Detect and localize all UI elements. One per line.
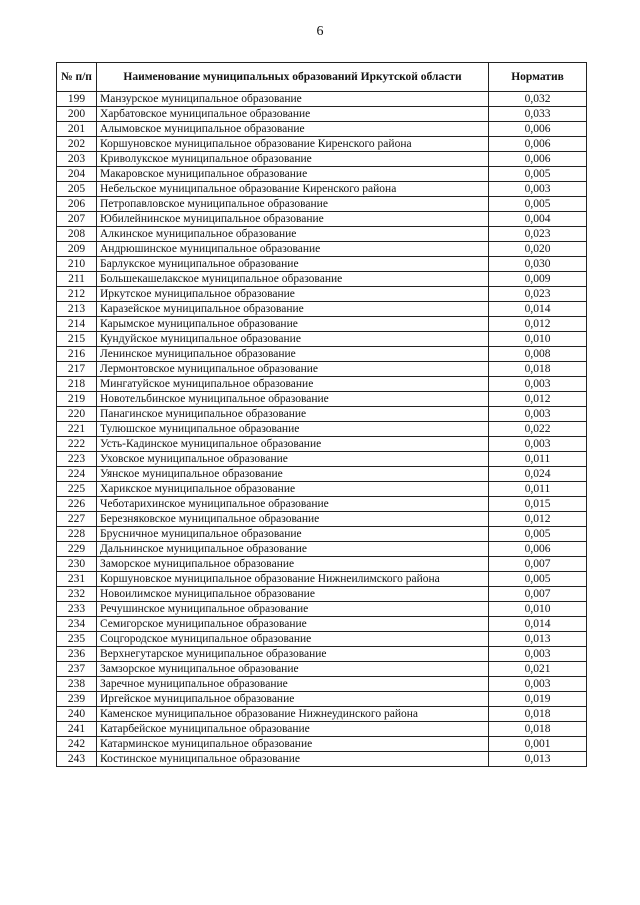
row-number-cell: 230: [57, 557, 97, 572]
row-value-cell: 0,021: [489, 662, 587, 677]
row-value-cell: 0,023: [489, 287, 587, 302]
row-number-cell: 199: [57, 92, 97, 107]
row-number-cell: 202: [57, 137, 97, 152]
row-value-cell: 0,012: [489, 392, 587, 407]
row-value-cell: 0,010: [489, 332, 587, 347]
row-name-cell: Ленинское муниципальное образование: [97, 347, 489, 362]
row-number-cell: 219: [57, 392, 97, 407]
row-value-cell: 0,003: [489, 377, 587, 392]
row-value-cell: 0,033: [489, 107, 587, 122]
row-value-cell: 0,001: [489, 737, 587, 752]
row-value-cell: 0,005: [489, 197, 587, 212]
table-row: [57, 527, 587, 542]
row-number-cell: 243: [57, 752, 97, 767]
row-name-cell: Мингатуйское муниципальное образование: [97, 377, 489, 392]
table-row: [57, 602, 587, 617]
table-row: [57, 257, 587, 272]
table-row: [57, 92, 587, 107]
row-number-cell: 221: [57, 422, 97, 437]
row-number-cell: 212: [57, 287, 97, 302]
table-row: [57, 572, 587, 587]
row-number-cell: 204: [57, 167, 97, 182]
row-value-cell: 0,003: [489, 407, 587, 422]
row-value-cell: 0,023: [489, 227, 587, 242]
row-value-cell: 0,022: [489, 422, 587, 437]
row-name-cell: Иргейское муниципальное образование: [97, 692, 489, 707]
header-num: № п/п: [57, 63, 97, 92]
row-name-cell: Катарминское муниципальное образование: [97, 737, 489, 752]
row-number-cell: 218: [57, 377, 97, 392]
row-value-cell: 0,005: [489, 527, 587, 542]
row-number-cell: 240: [57, 707, 97, 722]
row-value-cell: 0,006: [489, 137, 587, 152]
row-name-cell: Заречное муниципальное образование: [97, 677, 489, 692]
table-row: [57, 152, 587, 167]
row-name-cell: Новотельбинское муниципальное образование: [97, 392, 489, 407]
row-value-cell: 0,018: [489, 707, 587, 722]
table-row: [57, 122, 587, 137]
row-number-cell: 208: [57, 227, 97, 242]
table-row: [57, 632, 587, 647]
table-row: [57, 692, 587, 707]
row-name-cell: Каменское муниципальное образование Нижнеудинского района: [97, 707, 489, 722]
row-name-cell: Большекашелакское муниципальное образование: [97, 272, 489, 287]
row-number-cell: 238: [57, 677, 97, 692]
table-row: [57, 647, 587, 662]
row-value-cell: 0,008: [489, 347, 587, 362]
row-name-cell: Лермонтовское муниципальное образование: [97, 362, 489, 377]
row-value-cell: 0,020: [489, 242, 587, 257]
row-number-cell: 225: [57, 482, 97, 497]
row-value-cell: 0,030: [489, 257, 587, 272]
table-row: [57, 302, 587, 317]
row-name-cell: Семигорское муниципальное образование: [97, 617, 489, 632]
table-row: [57, 392, 587, 407]
row-name-cell: Чеботарихинское муниципальное образование: [97, 497, 489, 512]
row-value-cell: 0,014: [489, 302, 587, 317]
row-name-cell: Костинское муниципальное образование: [97, 752, 489, 767]
row-number-cell: 235: [57, 632, 97, 647]
row-name-cell: Березняковское муниципальное образование: [97, 512, 489, 527]
row-name-cell: Катарбейское муниципальное образование: [97, 722, 489, 737]
row-value-cell: 0,009: [489, 272, 587, 287]
row-number-cell: 200: [57, 107, 97, 122]
row-value-cell: 0,006: [489, 542, 587, 557]
row-number-cell: 206: [57, 197, 97, 212]
row-number-cell: 207: [57, 212, 97, 227]
table-row: [57, 137, 587, 152]
row-name-cell: Манзурское муниципальное образование: [97, 92, 489, 107]
table-row: [57, 737, 587, 752]
row-number-cell: 203: [57, 152, 97, 167]
header-row: [57, 63, 587, 92]
row-value-cell: 0,014: [489, 617, 587, 632]
row-name-cell: Панагинское муниципальное образование: [97, 407, 489, 422]
row-name-cell: Каразейское муниципальное образование: [97, 302, 489, 317]
table-row: [57, 677, 587, 692]
table-row: [57, 182, 587, 197]
table-row: [57, 467, 587, 482]
row-value-cell: 0,019: [489, 692, 587, 707]
row-name-cell: Заморское муниципальное образование: [97, 557, 489, 572]
row-name-cell: Криволукское муниципальное образование: [97, 152, 489, 167]
row-number-cell: 232: [57, 587, 97, 602]
row-number-cell: 210: [57, 257, 97, 272]
table-row: [57, 497, 587, 512]
row-name-cell: Коршуновское муниципальное образование Нижнеилимского района: [97, 572, 489, 587]
row-number-cell: 231: [57, 572, 97, 587]
row-number-cell: 236: [57, 647, 97, 662]
row-name-cell: Замзорское муниципальное образование: [97, 662, 489, 677]
row-number-cell: 224: [57, 467, 97, 482]
row-value-cell: 0,010: [489, 602, 587, 617]
row-name-cell: Тулюшское муниципальное образование: [97, 422, 489, 437]
row-number-cell: 216: [57, 347, 97, 362]
table-row: [57, 512, 587, 527]
row-value-cell: 0,012: [489, 512, 587, 527]
row-number-cell: 217: [57, 362, 97, 377]
header-name: Наименование муниципальных образований Иркутской области: [97, 63, 489, 92]
row-number-cell: 227: [57, 512, 97, 527]
row-value-cell: 0,032: [489, 92, 587, 107]
table-row: [57, 752, 587, 767]
table-row: [57, 407, 587, 422]
row-number-cell: 215: [57, 332, 97, 347]
row-name-cell: Небельское муниципальное образование Киренского района: [97, 182, 489, 197]
table-row: [57, 377, 587, 392]
table-row: [57, 227, 587, 242]
row-value-cell: 0,003: [489, 677, 587, 692]
row-name-cell: Алкинское муниципальное образование: [97, 227, 489, 242]
row-value-cell: 0,011: [489, 482, 587, 497]
row-name-cell: Карымское муниципальное образование: [97, 317, 489, 332]
header-value: Норматив: [489, 63, 587, 92]
row-name-cell: Харбатовское муниципальное образование: [97, 107, 489, 122]
row-name-cell: Иркутское муниципальное образование: [97, 287, 489, 302]
row-value-cell: 0,012: [489, 317, 587, 332]
row-name-cell: Макаровское муниципальное образование: [97, 167, 489, 182]
table-row: [57, 452, 587, 467]
row-value-cell: 0,003: [489, 182, 587, 197]
row-value-cell: 0,006: [489, 122, 587, 137]
table-header: [57, 63, 587, 92]
row-number-cell: 222: [57, 437, 97, 452]
row-number-cell: 229: [57, 542, 97, 557]
row-name-cell: Андрюшинское муниципальное образование: [97, 242, 489, 257]
table-row: [57, 437, 587, 452]
row-name-cell: Дальнинское муниципальное образование: [97, 542, 489, 557]
row-value-cell: 0,011: [489, 452, 587, 467]
row-name-cell: Верхнегутарское муниципальное образование: [97, 647, 489, 662]
row-value-cell: 0,007: [489, 557, 587, 572]
table-row: [57, 347, 587, 362]
row-number-cell: 214: [57, 317, 97, 332]
table-row: [57, 482, 587, 497]
row-value-cell: 0,003: [489, 437, 587, 452]
table-row: [57, 242, 587, 257]
row-number-cell: 211: [57, 272, 97, 287]
table-row: [57, 272, 587, 287]
row-value-cell: 0,005: [489, 167, 587, 182]
table-body: [57, 92, 587, 767]
table-row: [57, 557, 587, 572]
row-number-cell: 233: [57, 602, 97, 617]
row-name-cell: Алымовское муниципальное образование: [97, 122, 489, 137]
table-row: [57, 197, 587, 212]
row-name-cell: Соцгородское муниципальное образование: [97, 632, 489, 647]
row-number-cell: 205: [57, 182, 97, 197]
row-value-cell: 0,015: [489, 497, 587, 512]
table-row: [57, 542, 587, 557]
row-number-cell: 228: [57, 527, 97, 542]
row-name-cell: Петропавловское муниципальное образование: [97, 197, 489, 212]
table-row: [57, 332, 587, 347]
row-value-cell: 0,013: [489, 752, 587, 767]
table-row: [57, 362, 587, 377]
row-value-cell: 0,005: [489, 572, 587, 587]
row-number-cell: 213: [57, 302, 97, 317]
row-name-cell: Юбилейнинское муниципальное образование: [97, 212, 489, 227]
row-name-cell: Брусничное муниципальное образование: [97, 527, 489, 542]
page-number: 6: [316, 24, 324, 39]
row-value-cell: 0,004: [489, 212, 587, 227]
table-row: [57, 722, 587, 737]
row-name-cell: Харикское муниципальное образование: [97, 482, 489, 497]
row-value-cell: 0,003: [489, 647, 587, 662]
row-name-cell: Речушинское муниципальное образование: [97, 602, 489, 617]
row-value-cell: 0,024: [489, 467, 587, 482]
row-value-cell: 0,013: [489, 632, 587, 647]
row-number-cell: 234: [57, 617, 97, 632]
row-name-cell: Коршуновское муниципальное образование Киренского района: [97, 137, 489, 152]
normatives-table: [56, 62, 587, 767]
row-value-cell: 0,018: [489, 362, 587, 377]
table-row: [57, 212, 587, 227]
row-name-cell: Барлукское муниципальное образование: [97, 257, 489, 272]
table-row: [57, 707, 587, 722]
row-number-cell: 239: [57, 692, 97, 707]
row-value-cell: 0,007: [489, 587, 587, 602]
row-number-cell: 241: [57, 722, 97, 737]
table-row: [57, 287, 587, 302]
row-name-cell: Кундуйское муниципальное образование: [97, 332, 489, 347]
row-number-cell: 209: [57, 242, 97, 257]
row-number-cell: 220: [57, 407, 97, 422]
row-value-cell: 0,018: [489, 722, 587, 737]
table-row: [57, 662, 587, 677]
row-number-cell: 242: [57, 737, 97, 752]
row-name-cell: Уховское муниципальное образование: [97, 452, 489, 467]
table-row: [57, 587, 587, 602]
row-number-cell: 237: [57, 662, 97, 677]
row-name-cell: Уянское муниципальное образование: [97, 467, 489, 482]
table-row: [57, 422, 587, 437]
row-name-cell: Усть-Кадинское муниципальное образование: [97, 437, 489, 452]
row-number-cell: 201: [57, 122, 97, 137]
row-value-cell: 0,006: [489, 152, 587, 167]
table-row: [57, 167, 587, 182]
row-number-cell: 226: [57, 497, 97, 512]
row-number-cell: 223: [57, 452, 97, 467]
table-row: [57, 617, 587, 632]
row-name-cell: Новоилимское муниципальное образование: [97, 587, 489, 602]
table-row: [57, 317, 587, 332]
table-row: [57, 107, 587, 122]
